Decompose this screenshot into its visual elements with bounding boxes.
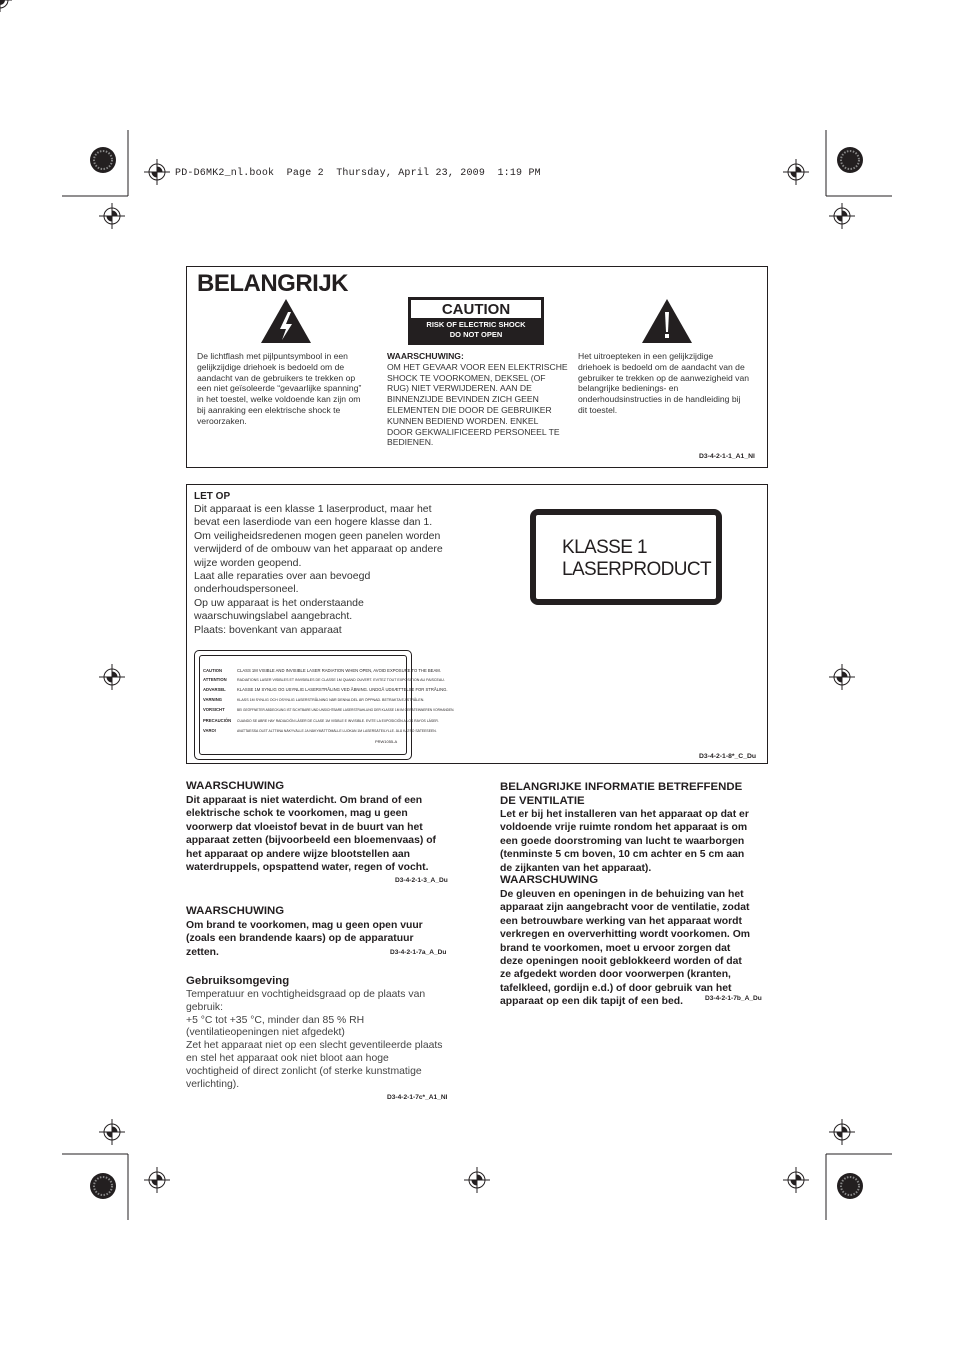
warning-label-row xyxy=(203,707,454,712)
text-line: OM HET GEVAAR VOOR EEN ELEKTRISCHE xyxy=(387,361,568,372)
warning-label-code: PRW1055-A xyxy=(375,739,398,744)
text-line: RUG) NIET VERWIJDEREN. AAN DE xyxy=(387,383,532,394)
caution-badge-line1: RISK OF ELECTRIC SHOCK xyxy=(426,320,526,329)
text-line: Om veiligheidsredenen mogen geen panelen worden xyxy=(194,529,441,542)
text-line: het apparaat op andere wijze blootstellen aan xyxy=(186,848,411,860)
text-line: KUNNEN BEDIEND WORDEN. ENKEL xyxy=(387,415,539,426)
text-line: belangrijke bedienings- en xyxy=(578,383,679,394)
lang: VORSICHT xyxy=(203,707,225,712)
text-line: de zijkanten van het apparaat). xyxy=(500,862,652,874)
text-line: driehoek is bedoeld om de aandacht van de xyxy=(578,361,745,372)
exclamation-explanation xyxy=(578,351,763,416)
row-text: BEI GEÖFFNETER ABDECKUNG IST SICHTBARE UND UNSICHTBARE LASERSTRAHLUNG DER KLASSE 1M IM GERÄTEINNEREN VORHANDEN. xyxy=(237,708,455,712)
text-line: voorwerp dat vloeistof bevat in de buurt van het xyxy=(186,821,423,833)
ventilation-text xyxy=(500,808,770,875)
text-line: bevat een laserdiode van een hogere klasse dan 1. xyxy=(194,516,433,529)
text-line: dit toestel. xyxy=(578,404,618,415)
text-line: Het uitroepteken in een gelijkzijdige xyxy=(578,351,714,361)
warning-label-row xyxy=(203,677,445,682)
text-line: onderhoudsinstructies in de handleiding bij xyxy=(578,394,741,405)
book-file-header: PD-D6MK2_nl.book Page 2 Thursday, April 23, 2009 1:19 PM xyxy=(175,168,541,179)
text-line: Plaats: bovenkant van apparaat xyxy=(194,623,342,636)
text-line: De lichtflash met pijlpuntsymbool in een xyxy=(197,351,348,361)
section-heading: Gebruiksomgeving xyxy=(186,975,290,987)
page-title: BELANGRIJK xyxy=(197,270,349,297)
text-line: Dit apparaat is een klasse 1 laserproduct, maar het xyxy=(194,503,432,515)
text-line: zetten. xyxy=(186,946,219,958)
text-line: een niet geïsoleerde “gevaarlijke spanning” xyxy=(197,383,362,394)
caution-badge-title: CAUTION xyxy=(411,300,541,318)
section-heading: WAARSCHUWING xyxy=(500,874,599,886)
lightning-triangle-icon xyxy=(260,298,312,344)
text-line: apparaat zetten (bijvoorbeeld een bloemenvaas) of xyxy=(186,835,437,847)
warning-label-row xyxy=(203,687,448,692)
text-line: een betrouwbare werking van het apparaat wordt xyxy=(500,915,742,927)
text-line: tafelkleed, gordijn e.d.) of door gebruik van het xyxy=(500,982,732,994)
text-line: wijze worden geopend. xyxy=(194,556,302,569)
laser-text xyxy=(194,503,469,637)
text-line: apparaat zijn aangebracht voor de ventilatie, zodat xyxy=(500,902,750,914)
warning-label-row xyxy=(203,728,437,733)
section-heading: WAARSCHUWING xyxy=(186,780,285,792)
reference-code: D3-4-2-1-3_A_Du xyxy=(395,877,448,884)
text-line: gebruik: xyxy=(186,1001,223,1013)
row-text: AVATTAESSA OLET ALTTIINA NÄKYVÄLLE JA NÄKYMÄTTÖMÄLLE LUOKAN 1M LASERSÄTEILYLLE. ÄLÄ KATSO SÄTEESEEN. xyxy=(237,729,437,733)
reference-code: D3-4-2-1-1_A1_Nl xyxy=(699,453,755,460)
ventilation-warning-text xyxy=(500,888,775,1009)
text-line: +5 °C tot +35 °C, minder dan 85 % RH xyxy=(186,1014,365,1026)
text-line: in het toestel, welke voldoende kan zijn om xyxy=(197,394,361,405)
heading-line: BELANGRIJKE INFORMATIE BETREFFENDE xyxy=(500,781,743,793)
text-line: Temperatuur en vochtigheidsgraad op de plaats van xyxy=(186,989,426,1000)
text-line: verwijderd of de ombouw van het apparaat op andere xyxy=(194,543,443,556)
class1-laser-label xyxy=(530,509,722,605)
text-line: DOOR GEKWALIFICEERD PERSONEEL TE xyxy=(387,426,560,437)
exclamation-triangle-icon xyxy=(641,298,693,344)
text-line: veroorzaken. xyxy=(197,415,247,426)
text-line: brand te voorkomen, moet u ervoor zorgen dat xyxy=(500,942,731,954)
text-line: BINNENZIJDE BEVINDEN ZICH GEEN xyxy=(387,394,539,405)
text-line: gelijkzijdige driehoek is bedoeld om de xyxy=(197,361,345,372)
lang: PRECAUCIÓN xyxy=(203,718,232,723)
warning-label-row xyxy=(203,668,441,673)
row-text: RADIATIONS LASER VISIBLES ET INVISIBLES DE CLASSE 1M QUAND OUVERT. EVITEZ TOUT EXPOSITION AU FAISCEAU. xyxy=(237,678,445,682)
reference-code: D3-4-2-1-7c*_A1_Nl xyxy=(387,1094,448,1101)
warning-explanation xyxy=(387,351,572,448)
text-line: een goede doorstroming van lucht te waarborgen xyxy=(500,835,745,847)
text-line: vochtigheid of direct zonlicht (of sterke kunstmatige xyxy=(186,1065,422,1077)
text-line: SHOCK TE VOORKOMEN, DEKSEL (OF xyxy=(387,372,546,383)
text-line: Op uw apparaat is het onderstaande xyxy=(194,596,364,609)
warning-heading: WAARSCHUWING: xyxy=(387,351,464,361)
text-line: De gleuven en openingen in de behuizing van het xyxy=(500,889,744,900)
text-line: ze afgedekt worden door voorwerpen (kranten, xyxy=(500,969,731,981)
text-line: verkregen en oververhitting wordt voorkomen. Om xyxy=(500,929,751,941)
laser-warning-label xyxy=(194,650,455,760)
caution-badge xyxy=(408,297,544,345)
lang: VARO! xyxy=(203,728,217,733)
text-line: Om brand te voorkomen, mag u geen open vuur xyxy=(186,920,423,931)
text-line: ELEMENTEN DIE DOOR DE GEBRUIKER xyxy=(387,404,552,415)
environment-text xyxy=(186,989,456,1091)
text-line: Zet het apparaat niet op een slecht geventileerde plaats xyxy=(186,1040,443,1052)
laser-heading: LET OP xyxy=(194,491,231,502)
reference-code: D3-4-2-1-7b_A_Du xyxy=(705,995,762,1002)
text-line: Laat alle reparaties over aan bevoegd xyxy=(194,570,371,583)
lightning-explanation xyxy=(197,351,377,427)
text-line: apparaat op een dik tapijt of een bed. xyxy=(500,996,684,1008)
row-text: KLASSE 1M SYNLIG OG USYNLIG LASERSTRÅLING VED ÅBNING. UNDGÅ UDSÆTTELSE FOR STRÅLING. xyxy=(237,687,448,692)
text-line: Dit apparaat is niet waterdicht. Om brand of een xyxy=(186,795,423,806)
text-line: en stel het apparaat ook niet bloot aan hoge xyxy=(186,1052,389,1064)
reference-code: D3-4-2-1-7a_A_Du xyxy=(390,949,447,956)
class-label-line2: LASERPRODUCT xyxy=(562,559,712,580)
lang: ATTENTION xyxy=(203,677,227,682)
text-line: verlichting). xyxy=(186,1078,240,1090)
text-line: onderhoudspersoneel. xyxy=(194,583,299,596)
caution-badge-line2: DO NOT OPEN xyxy=(449,330,503,339)
text-line: (ventilatieopeningen niet afgedekt) xyxy=(186,1027,345,1039)
row-text: CLASS 1M VISIBLE AND INVISIBLE LASER RADIATION WHEN OPEN, AVOID EXPOSURE TO THE BEAM. xyxy=(237,668,441,673)
text-line: bij aanraking een elektrische shock te xyxy=(197,404,341,415)
text-line: (zoals een brandende kaars) op de apparatuur xyxy=(186,933,414,945)
text-line: elektrische schok te voorkomen, mag u geen xyxy=(186,808,408,820)
section-heading: WAARSCHUWING xyxy=(186,905,285,917)
class-label-line1: KLASSE 1 xyxy=(562,537,647,558)
row-text: CUANDO SE ABRE HAY RADIACIÓN LÁSER DE CLASE 1M VISIBLE E INVISIBLE. EVITE LA EXPOSICIÓN A LOS RAYOS LÁSER. xyxy=(237,719,439,723)
text-line: aandacht van de gebruikers te trekken op xyxy=(197,372,356,383)
row-text: KLASS 1M SYNLIG OCH OSYNLIG LASERSTRÅLNING NÄR DENNA DEL ÄR ÖPPNAD. BETRAKTA EJ STRÅLEN. xyxy=(237,698,425,702)
warning-label-row xyxy=(203,718,439,723)
lang: VARNING xyxy=(203,697,222,702)
heading-line: DE VENTILATIE xyxy=(500,795,585,807)
warning-water-text xyxy=(186,794,456,874)
lang: CAUTION xyxy=(203,668,223,673)
text-line: voldoende vrije ruimte rondom het apparaat is om xyxy=(500,822,748,834)
text-line: Let er bij het installeren van het apparaat op dat er xyxy=(500,809,749,820)
text-line: BEDIENEN. xyxy=(387,437,434,448)
ventilation-heading xyxy=(500,780,742,808)
text-line: waarschuwingslabel aangebracht. xyxy=(194,610,353,623)
text-line: (tenminste 5 cm boven, 10 cm achter en 5 cm aan xyxy=(500,849,745,861)
reference-code: D3-4-2-1-8*_C_Du xyxy=(699,753,757,760)
warning-label-row xyxy=(203,697,424,702)
text-line: deze openingen nooit geblokkeerd worden of dat xyxy=(500,956,742,968)
text-line: gebruiker te trekken op de aanwezigheid van xyxy=(578,372,750,383)
text-line: waterdruppels, opspattend water, regen of vocht. xyxy=(186,862,429,874)
lang: ADVARSEL xyxy=(203,687,226,692)
